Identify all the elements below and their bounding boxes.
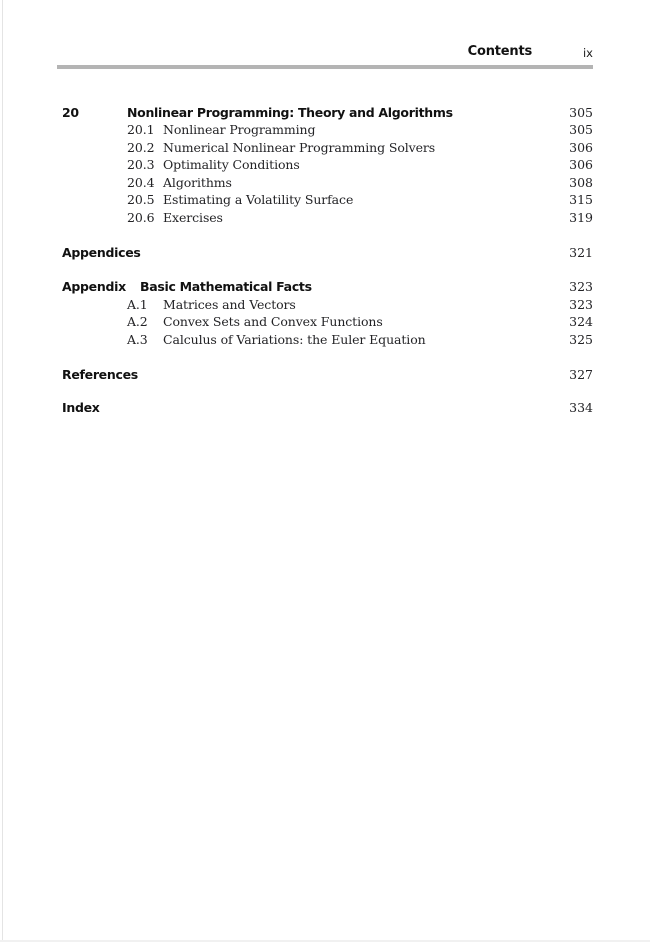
entry-page-number: 315 xyxy=(569,192,593,207)
entry-page-number: 323 xyxy=(569,279,593,294)
running-header-title: Contents xyxy=(467,44,532,59)
part-title: Index xyxy=(62,400,100,415)
entry-page-number: 325 xyxy=(569,332,593,347)
section-number: 20.1 xyxy=(127,122,155,137)
page-left-edge xyxy=(2,0,3,942)
toc-entry-section-a-1[interactable] xyxy=(62,296,593,314)
entry-page-number: 334 xyxy=(569,400,593,415)
section-title: Calculus of Variations: the Euler Equation xyxy=(163,332,426,347)
section-title: Matrices and Vectors xyxy=(163,297,296,312)
entry-page-number: 305 xyxy=(569,122,593,137)
section-title: Convex Sets and Convex Functions xyxy=(163,314,383,329)
section-title: Exercises xyxy=(163,210,223,225)
section-number: 20.4 xyxy=(127,175,155,190)
entry-page-number: 324 xyxy=(569,314,593,329)
appendix-title: Basic Mathematical Facts xyxy=(140,279,312,294)
toc-entry-section-20-3[interactable] xyxy=(62,156,593,174)
chapter-number: 20 xyxy=(62,105,79,120)
section-title: Optimality Conditions xyxy=(163,157,300,172)
section-number: 20.6 xyxy=(127,210,155,225)
section-number: 20.2 xyxy=(127,140,155,155)
toc-entry-section-20-5[interactable] xyxy=(62,191,593,209)
toc-entry-section-20-1[interactable] xyxy=(62,121,593,139)
toc-entry-references[interactable] xyxy=(62,366,593,384)
section-number: A.3 xyxy=(127,332,148,347)
toc-entry-appendix[interactable] xyxy=(62,278,593,296)
section-title: Nonlinear Programming xyxy=(163,122,316,137)
entry-page-number: 306 xyxy=(569,157,593,172)
toc-entry-section-20-6[interactable] xyxy=(62,209,593,227)
section-title: Estimating a Volatility Surface xyxy=(163,192,354,207)
toc-entry-section-20-2[interactable] xyxy=(62,139,593,157)
entry-page-number: 321 xyxy=(569,245,593,260)
toc-entry-index[interactable] xyxy=(62,399,593,417)
appendix-label: Appendix xyxy=(62,279,126,294)
entry-page-number: 308 xyxy=(569,175,593,190)
running-header-page-number: ix xyxy=(582,46,593,60)
section-number: A.2 xyxy=(127,314,148,329)
section-number: A.1 xyxy=(127,297,148,312)
entry-page-number: 327 xyxy=(569,367,593,382)
section-title: Algorithms xyxy=(163,175,232,190)
toc-entry-section-20-4[interactable] xyxy=(62,174,593,192)
section-number: 20.3 xyxy=(127,157,155,172)
entry-page-number: 319 xyxy=(569,210,593,225)
toc-entry-section-a-3[interactable] xyxy=(62,331,593,349)
toc-entry-chapter-20[interactable] xyxy=(62,104,593,122)
entry-page-number: 305 xyxy=(569,105,593,120)
entry-page-number: 323 xyxy=(569,297,593,312)
entry-page-number: 306 xyxy=(569,140,593,155)
part-title: References xyxy=(62,367,138,382)
toc-entry-appendices[interactable] xyxy=(62,244,593,262)
header-rule xyxy=(57,65,593,69)
section-number: 20.5 xyxy=(127,192,155,207)
section-title: Numerical Nonlinear Programming Solvers xyxy=(163,140,436,155)
part-title: Appendices xyxy=(62,245,141,260)
toc-entry-section-a-2[interactable] xyxy=(62,313,593,331)
chapter-title: Nonlinear Programming: Theory and Algorithms xyxy=(127,105,453,120)
